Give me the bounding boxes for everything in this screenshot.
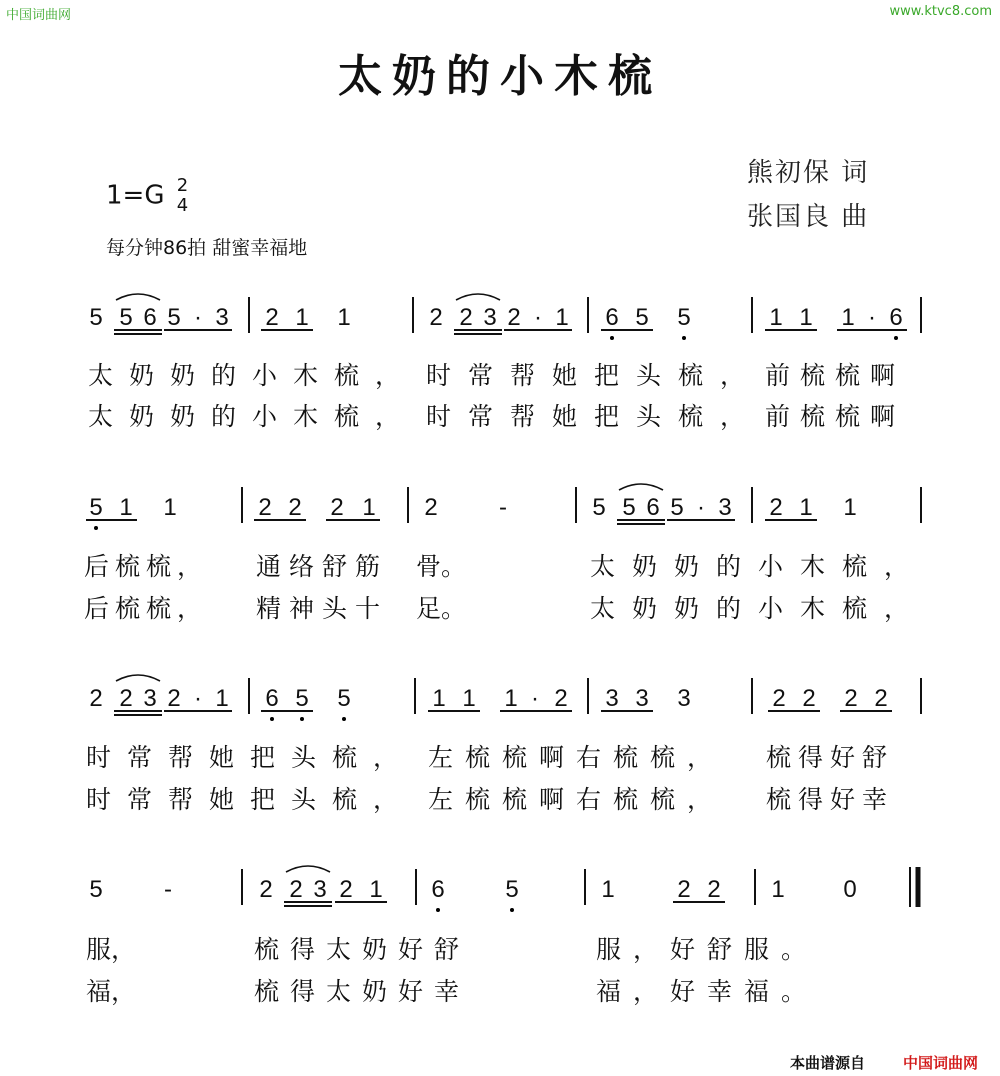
- notation-glyph-71: 1: [799, 494, 813, 521]
- notation-glyph-127: 6: [431, 876, 445, 903]
- notation-glyph-35: 1: [799, 304, 813, 331]
- lyric-s2-v2-d: 太奶奶的小木梳，: [590, 594, 927, 623]
- lyric-s3-v2-a: 时常帮她把头梳，: [86, 785, 415, 814]
- notation-glyph-77: 3: [143, 685, 157, 712]
- notation-glyph-133: 2: [677, 876, 691, 903]
- notation-glyph-36: 1: [841, 304, 855, 331]
- notation-glyph-94: 1: [432, 685, 446, 712]
- notation-glyph-11: 2: [265, 304, 279, 331]
- notation-glyph-60: 5: [622, 494, 636, 521]
- notation-glyph-59: 5: [592, 494, 606, 521]
- notation-glyph-49: 2: [258, 494, 272, 521]
- notation-glyph-79: ·: [194, 685, 202, 712]
- dot-mark-31: [610, 336, 614, 340]
- lyric-s2-v2-a: 后梳梳，: [84, 594, 209, 623]
- lyric-s1-v1-a: 太奶奶的小木梳，: [88, 361, 417, 390]
- notation-glyph-103: 3: [635, 685, 649, 712]
- lyric-s2-v1-d: 太奶奶的小木梳，: [590, 552, 927, 581]
- lyric-s2-v1-c: 骨。: [416, 552, 467, 581]
- notation-glyph-78: 2: [167, 685, 181, 712]
- notation-glyph-102: 3: [605, 685, 619, 712]
- notation-glyph-121: 1: [369, 876, 383, 903]
- notation-glyph-138: 0: [843, 876, 857, 903]
- lyric-s1-v2-a: 太奶奶的小木梳，: [88, 402, 417, 431]
- lyricist-credit: 熊初保 词: [747, 158, 870, 188]
- notation-glyph-119: 3: [313, 876, 327, 903]
- notation-glyph-134: 2: [707, 876, 721, 903]
- notation-glyph-62: 5: [670, 494, 684, 521]
- notation-glyph-18: 3: [483, 304, 497, 331]
- key-label: 1=G: [106, 180, 165, 211]
- lyric-s3-v1-c: 梳得好舒: [766, 743, 895, 772]
- notation-glyph-4: ·: [194, 304, 202, 331]
- footer-source-site[interactable]: 中国词曲网: [903, 1054, 979, 1072]
- notation-glyph-50: 2: [288, 494, 302, 521]
- lyric-s1-v1-b: 时常帮她把头梳，: [426, 361, 763, 390]
- dot-mark-130: [510, 908, 514, 912]
- notation-glyph-107: 2: [772, 685, 786, 712]
- lyric-s3-v2-b: 左梳梳啊右梳梳，: [428, 785, 725, 814]
- lyric-s4-v1-b: 梳得太奶好舒: [254, 935, 471, 964]
- notation-glyph-97: ·: [531, 685, 539, 712]
- slur-mark-125: [286, 866, 330, 872]
- lyric-s2-v2-c: 足。: [416, 594, 467, 623]
- notation-glyph-86: 6: [265, 685, 279, 712]
- composer-credit: 张国良 曲: [747, 202, 870, 232]
- notation-glyph-115: -: [164, 876, 172, 903]
- notation-glyph-3: 5: [167, 304, 181, 331]
- notation-glyph-20: ·: [534, 304, 542, 331]
- watermark-site-name: 中国词曲网: [6, 8, 72, 23]
- notation-glyph-1: 5: [119, 304, 133, 331]
- lyric-s4-v1-c: 服，好舒服。: [596, 935, 819, 964]
- lyric-s3-v1-a: 时常帮她把头梳，: [86, 743, 415, 772]
- notation-glyph-109: 2: [844, 685, 858, 712]
- tempo-style-marking: 每分钟86拍 甜蜜幸福地: [106, 237, 308, 259]
- dot-mark-41: [894, 336, 898, 340]
- notation-glyph-132: 1: [601, 876, 615, 903]
- slur-mark-25: [456, 294, 500, 300]
- notation-glyph-28: 5: [635, 304, 649, 331]
- notation-glyph-61: 6: [646, 494, 660, 521]
- notation-glyph-98: 2: [554, 685, 568, 712]
- lyric-s3-v1-b: 左梳梳啊右梳梳，: [428, 743, 725, 772]
- notation-glyph-38: 6: [889, 304, 903, 331]
- notation-glyph-95: 1: [462, 685, 476, 712]
- lyric-s1-v2-b: 时常帮她把头梳，: [426, 402, 763, 431]
- notation-glyph-104: 3: [677, 685, 691, 712]
- notation-glyph-27: 6: [605, 304, 619, 331]
- dot-mark-91: [300, 717, 304, 721]
- notation-glyph-120: 2: [339, 876, 353, 903]
- notation-glyph-51: 2: [330, 494, 344, 521]
- notation-glyph-52: 1: [362, 494, 376, 521]
- notation-glyph-75: 2: [89, 685, 103, 712]
- notation-glyph-17: 2: [459, 304, 473, 331]
- notation-glyph-118: 2: [289, 876, 303, 903]
- notation-glyph-5: 3: [215, 304, 229, 331]
- notation-glyph-43: 5: [89, 494, 103, 521]
- slur-mark-9: [116, 294, 160, 300]
- lyric-s4-v1-a: 服，: [86, 935, 137, 964]
- notation-glyph-70: 2: [769, 494, 783, 521]
- notation-glyph-108: 2: [802, 685, 816, 712]
- time-sig-bottom: 4: [176, 195, 189, 216]
- lyric-s2-v2-b: 精神头十: [256, 594, 389, 623]
- notation-glyph-72: 1: [843, 494, 857, 521]
- notation-glyph-117: 2: [259, 876, 273, 903]
- notation-glyph-45: 1: [163, 494, 177, 521]
- notation-glyph-0: 5: [89, 304, 103, 331]
- notation-glyph-29: 5: [677, 304, 691, 331]
- notation-glyph-57: -: [499, 494, 507, 521]
- notation-glyph-37: ·: [868, 304, 876, 331]
- dot-mark-92: [342, 717, 346, 721]
- notation-glyph-19: 2: [507, 304, 521, 331]
- notation-glyph-110: 2: [874, 685, 888, 712]
- dot-mark-129: [436, 908, 440, 912]
- lyric-s4-v2-a: 福，: [86, 977, 137, 1006]
- notation-glyph-128: 5: [505, 876, 519, 903]
- time-sig-top: 2: [176, 175, 189, 196]
- notation-glyph-56: 2: [424, 494, 438, 521]
- notation-glyph-64: 3: [718, 494, 732, 521]
- notation-glyph-137: 1: [771, 876, 785, 903]
- notation-glyph-13: 1: [337, 304, 351, 331]
- footer-source-label: 本曲谱源自: [790, 1054, 866, 1072]
- notation-glyph-16: 2: [429, 304, 443, 331]
- lyric-s2-v1-b: 通络舒筋: [256, 552, 389, 581]
- lyric-s4-v2-b: 梳得太奶好幸: [254, 977, 471, 1006]
- notation-glyph-2: 6: [143, 304, 157, 331]
- dot-mark-47: [94, 526, 98, 530]
- lyric-s4-v2-c: 福，好幸福。: [596, 977, 819, 1006]
- lyric-s1-v2-c: 前梳梳啊: [765, 402, 906, 431]
- watermark-url[interactable]: www.ktvc8.com: [889, 4, 992, 19]
- notation-glyph-34: 1: [769, 304, 783, 331]
- dot-mark-32: [682, 336, 686, 340]
- slur-mark-84: [116, 675, 160, 681]
- notation-glyph-44: 1: [119, 494, 133, 521]
- lyric-s2-v1-a: 后梳梳，: [84, 552, 209, 581]
- song-title: 太奶的小木梳: [338, 51, 662, 102]
- slur-mark-68: [619, 484, 663, 490]
- notation-glyph-76: 2: [119, 685, 133, 712]
- notation-glyph-88: 5: [337, 685, 351, 712]
- notation-glyph-80: 1: [215, 685, 229, 712]
- notation-glyph-114: 5: [89, 876, 103, 903]
- lyric-s3-v2-c: 梳得好幸: [766, 785, 895, 814]
- notation-glyph-21: 1: [555, 304, 569, 331]
- notation-glyph-63: ·: [697, 494, 705, 521]
- dot-mark-90: [270, 717, 274, 721]
- notation-glyph-12: 1: [295, 304, 309, 331]
- notation-glyph-96: 1: [504, 685, 518, 712]
- lyric-s1-v1-c: 前梳梳啊: [765, 361, 906, 390]
- notation-glyph-87: 5: [295, 685, 309, 712]
